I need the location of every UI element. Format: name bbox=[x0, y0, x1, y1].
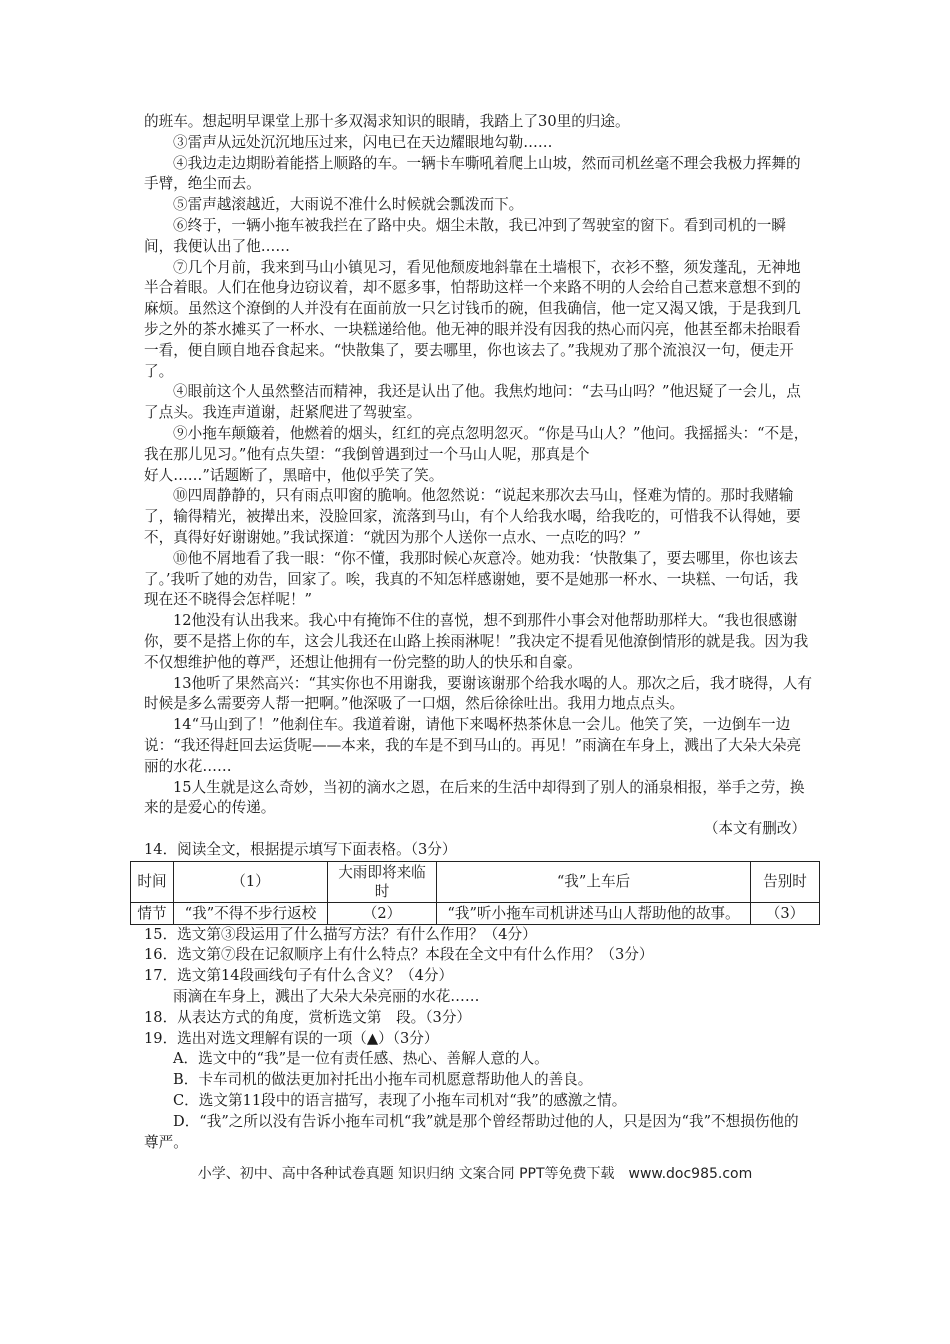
question-17-quote: 雨滴在车身上，溅出了大朵大朵亮丽的水花…… bbox=[173, 988, 480, 1006]
paragraph-6: ⑥终于，一辆小拖车被我拦在了路中央。烟尘未散，我已冲到了驾驶室的窗下。看到司机的一瞬间，我便认出了他…… bbox=[144, 216, 786, 255]
paragraph-12: 12他没有认出我来。我心中有掩饰不住的喜悦，想不到那件小事会对他帮助那样大。“我也很感谢你，要不是搭上你的车，这会儿我还在山路上挨雨淋呢！”我决定不提看见他潦倒情形的就是我。因为我不仅想维护他的尊严，还想让他拥有一份完整的助人的快乐和自豪。 bbox=[144, 612, 809, 671]
option-d: D．“我”之所以没有告诉小拖车司机“我”就是那个曾经帮助过他的人，只是因为“我”不想损伤他的尊严。 bbox=[144, 1112, 799, 1151]
source-note: （本文有删改） bbox=[703, 820, 806, 838]
paragraph-8: ④眼前这个人虽然整洁而精神，我还是认出了他。我焦灼地问：“去马山吗？”他迟疑了一会儿，点了点头。我连声道谢，赶紧爬进了驾驶室。 bbox=[144, 383, 801, 422]
paragraph-7: ⑦几个月前，我来到马山小镇见习，看见他颓废地斜靠在土墙根下，衣衫不整，须发蓬乱，无神地半合着眼。人们在他身边窃议着，却不愿多事，怕帮助这样一个来路不明的人会给自己惹来意想不到的麻烦。虽然这个潦倒的人并没有在面前放一只乞讨钱币的碗，但我确信，他一定又渴又饿，于是我到几步之外的茶水摊买了一杯水、一块糕递给他。他无神的眼并没有因我的热心而闪亮，他甚至都未抬眼看一看，便自顾自地吞食起来。“快散集了，要去哪里，你也该去了。”我规劝了那个流浪汉一句，便走开了。 bbox=[144, 258, 801, 380]
paragraph-9-end: 好人……”话题断了，黑暗中，他似乎笑了笑。 bbox=[144, 466, 444, 484]
paragraph-15: 15人生就是这么奇妙，当初的滴水之恩，在后来的生活中却得到了别人的涌泉相报，举手之劳，换来的是爱心的传递。 bbox=[144, 778, 805, 817]
exam-page bbox=[137, 112, 812, 1153]
paragraph-9: ⑨小拖车颠簸着，他燃着的烟头，红红的亮点忽明忽灭。“你是马山人？”他问。我摇摇头：“不是，我在那儿见习。”他有点失望：“我倒曾遇到过一个马山人呢，那真是个 bbox=[144, 424, 809, 463]
paragraph-continuation: 的班车。想起明早课堂上那十多双渴求知识的眼睛，我踏上了30里的归途。 bbox=[144, 113, 630, 130]
question-14: 14．阅读全文，根据提示填写下面表格。（3分） bbox=[144, 840, 457, 858]
question-18: 18．从表达方式的角度，赏析选文第 段。（3分） bbox=[144, 1008, 472, 1026]
table-row bbox=[131, 861, 820, 902]
paragraph-10: ⑩四周静静的，只有雨点叩窗的脆响。他忽然说：“说起来那次去马山，怪难为情的。那时我赌输了，输得精光，被撵出来，没脸回家，流落到马山，有个人给我水喝，给我吃的，可惜我不认得她，要不，真得好好谢谢她。”我试探道：“就因为那个人送你一点水、一点吃的吗？” bbox=[144, 487, 801, 546]
paragraph-5: ⑤雷声越滚越近，大雨说不准什么时候就会瓢泼而下。 bbox=[173, 196, 524, 214]
table-cell: “我”听小拖车司机讲述马山人帮助他的故事。 bbox=[437, 902, 751, 924]
paragraph-4: ④我边走边期盼着能搭上顺路的车。一辆卡车嘶吼着爬上山坡，然而司机丝毫不理会我极力挥舞的手臂，绝尘而去。 bbox=[144, 154, 801, 193]
option-a: A．选文中的“我”是一位有责任感、热心、善解人意的人。 bbox=[173, 1050, 549, 1068]
option-b: B．卡车司机的做法更加衬托出小拖车司机愿意帮助他人的善良。 bbox=[173, 1071, 593, 1089]
question-19: 19．选出对选文理解有误的一项（▲）（3分） bbox=[144, 1029, 439, 1047]
footer-banner: 小学、初中、高中各种试卷真题 知识归纳 文案合同 PPT等免费下载 www.doc985.com bbox=[197, 1166, 753, 1182]
table-cell: “我”不得不步行返校 bbox=[174, 902, 328, 924]
plot-table bbox=[130, 861, 820, 925]
table-row bbox=[131, 902, 820, 924]
table-cell: （1） bbox=[174, 861, 328, 902]
table-cell: （2） bbox=[328, 902, 437, 924]
question-15: 15．选文第③段运用了什么描写方法？有什么作用？（4分） bbox=[144, 925, 537, 943]
paragraph-14: 14“马山到了！”他刹住车。我道着谢，请他下来喝杯热茶休息一会儿。他笑了笑，一边倒车一边说：“我还得赶回去运货呢——本来，我的车是不到马山的。再见！”雨滴在车身上，溅出了大朵大朵亮丽的水花…… bbox=[144, 716, 802, 775]
table-cell: 时间 bbox=[131, 861, 174, 902]
table-cell: 告别时 bbox=[751, 861, 820, 902]
paragraph-3: ③雷声从远处沉沉地压过来，闪电已在天边耀眼地勾勒…… bbox=[173, 133, 553, 151]
table-cell: （3） bbox=[751, 902, 820, 924]
table-cell: 情节 bbox=[131, 902, 174, 924]
paragraph-11: ⑩他不屑地看了我一眼：“你不懂，我那时候心灰意冷。她劝我：‘快散集了，要去哪里，你也该去了。’我听了她的劝告，回家了。唉，我真的不知怎样感谢她，要不是她那一杯水、一块糕、一句话，我现在还不晓得会怎样呢！” bbox=[144, 549, 799, 609]
paragraph-13: 13他听了果然高兴：“其实你也不用谢我，要谢该谢那个给我水喝的人。那次之后，我才晓得，人有时候是多么需要旁人帮一把啊。”他深吸了一口烟，然后徐徐吐出。我用力地点点头。 bbox=[144, 674, 812, 713]
question-16: 16．选文第⑦段在记叙顺序上有什么特点？本段在全文中有什么作用？（3分） bbox=[144, 946, 654, 964]
table-cell: “我”上车后 bbox=[437, 861, 751, 902]
table-cell: 大雨即将来临时 bbox=[328, 861, 437, 902]
question-17: 17．选文第14段画线句子有什么含义？（4分） bbox=[144, 967, 454, 985]
option-c: C．选文第11段中的语言描写，表现了小拖车司机对“我”的感激之情。 bbox=[173, 1092, 627, 1110]
